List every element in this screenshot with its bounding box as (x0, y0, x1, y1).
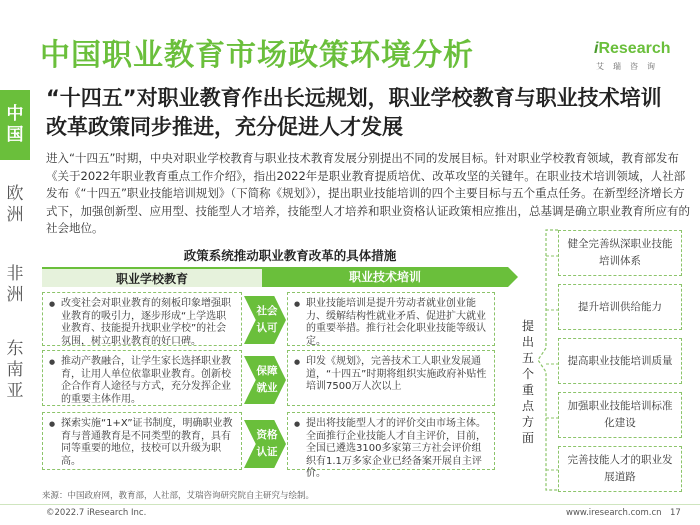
training-measure-1: ● 职业技能培训是提升劳动者就业创业能力、缓解结构性就业矛盾、促进扩大就业的重要举措。推行社会化职业技能等级认定。 (287, 292, 495, 346)
training-measure-3: ● 提出将技能型人才的评价交由市场主体。全面推行企业技能人才自主评价，目前，全国已遴选3100多家第三方社会评价组织有1.1万多家企业已经备案开展自主评价。 (287, 412, 495, 470)
five-key-aspects-label: 提 出 五 个 重 点 方 面 (521, 319, 534, 445)
bracket-icon (538, 228, 560, 492)
column-header-vocational-training: 职业技术培训 (262, 267, 508, 287)
sidebar-item-label: 欧 洲 (6, 184, 24, 225)
website-link[interactable]: www.iresearch.com.cn (566, 508, 662, 518)
key-point-2: 提升培训供给能力 (558, 284, 682, 330)
sidebar-item-label: 中 国 (6, 104, 24, 145)
arrow-label: 社会认可 (256, 305, 278, 334)
logo-i: i (594, 40, 599, 57)
subtitle: “十四五”对职业教育作出长远规划，职业学校教育与职业技术培训改革政策同步推进，充分促进人才发展 (46, 86, 662, 139)
arrow-label: 资格认证 (256, 429, 278, 458)
sidebar-item-southeast-asia[interactable] (0, 330, 30, 410)
key-point-3: 提高职业技能培训质量 (558, 338, 682, 384)
school-measure-2: ● 推动产教融合，让学生家长选择职业教育，让用人单位依靠职业教育。创新校企合作育人途径与方式，充分发挥企业的重要主体作用。 (42, 350, 242, 406)
column-header-vocational-school: 职业学校教育 (42, 267, 262, 287)
page-title: 中国职业教育市场政策环境分析 (40, 38, 474, 73)
logo-chinese: 艾瑞咨询 (596, 62, 664, 71)
arrow-label: 保障就业 (256, 365, 278, 394)
logo-wordmark (594, 40, 671, 58)
sidebar-item-label: 非 洲 (6, 264, 24, 305)
school-measure-3: ● 探索实施“1+X”证书制度，明确职业教育与普通教育是不同类型的教育，具有同等重要的地位，技校可以升级为职高。 (42, 412, 242, 470)
iresearch-logo (594, 40, 674, 76)
training-measure-2: ● 印发《规划》，完善技术工人职业发展通道，“十四五”时期将组织实施政府补贴性培训7500万人次以上 (287, 350, 495, 406)
logo-research: Research (598, 40, 671, 57)
sidebar-item-africa[interactable] (0, 250, 30, 320)
copyright: ©2022.7 iResearch Inc. (46, 508, 147, 518)
sidebar-item-label: 东 南 亚 (6, 338, 24, 401)
diagram-title: 政策系统推动职业教育改革的具体措施 (183, 248, 397, 263)
sidebar-item-china[interactable] (0, 90, 30, 160)
page-number: 17 (670, 508, 681, 518)
arrow-employment-guarantee (244, 356, 286, 404)
intro-paragraph: 进入“十四五”时期，中央对职业学校教育与职业技术教育发展分别提出不同的发展目标。针对职业学校教育领域，教育部发布《关于2022年职业教育重点工作介绍》，指出2022年是职业教育提质培优、改革攻坚的关键年。在职业技术培训领域，人社部发布《“十四五”职业技能培训规划》（下简称《规划》），提出职业技能培训的四个主要目标与五个重点任务。在新型经济增长方式下，加强创新型、应用型、技能型人才培养，技能型人才培养和职业资格认证政策相应推出，总基调是确立职业教育所应有的社会地位。 (46, 151, 690, 235)
key-point-1: 健全完善纵深职业技能培训体系 (558, 230, 682, 276)
source-note: 来源：中国政府网，教育部，人社部，艾瑞咨询研究院自主研究与绘制。 (42, 491, 315, 501)
key-point-5: 完善技能人才的职业发展道路 (558, 446, 682, 492)
arrow-social-recognition (244, 296, 286, 344)
school-measure-1: ● 改变社会对职业教育的刻板印象增强职业教育的吸引力，逐步形成“上学选职业教育、技能提升找职业学校”的社会氛围，树立职业教育的好口碑。 (42, 292, 242, 346)
header-arrow-icon (508, 267, 518, 287)
sidebar-item-europe[interactable] (0, 170, 30, 240)
arrow-qualification-certification (244, 420, 286, 468)
key-point-4: 加强职业技能培训标准化建设 (558, 392, 682, 438)
footer-divider (0, 504, 700, 505)
